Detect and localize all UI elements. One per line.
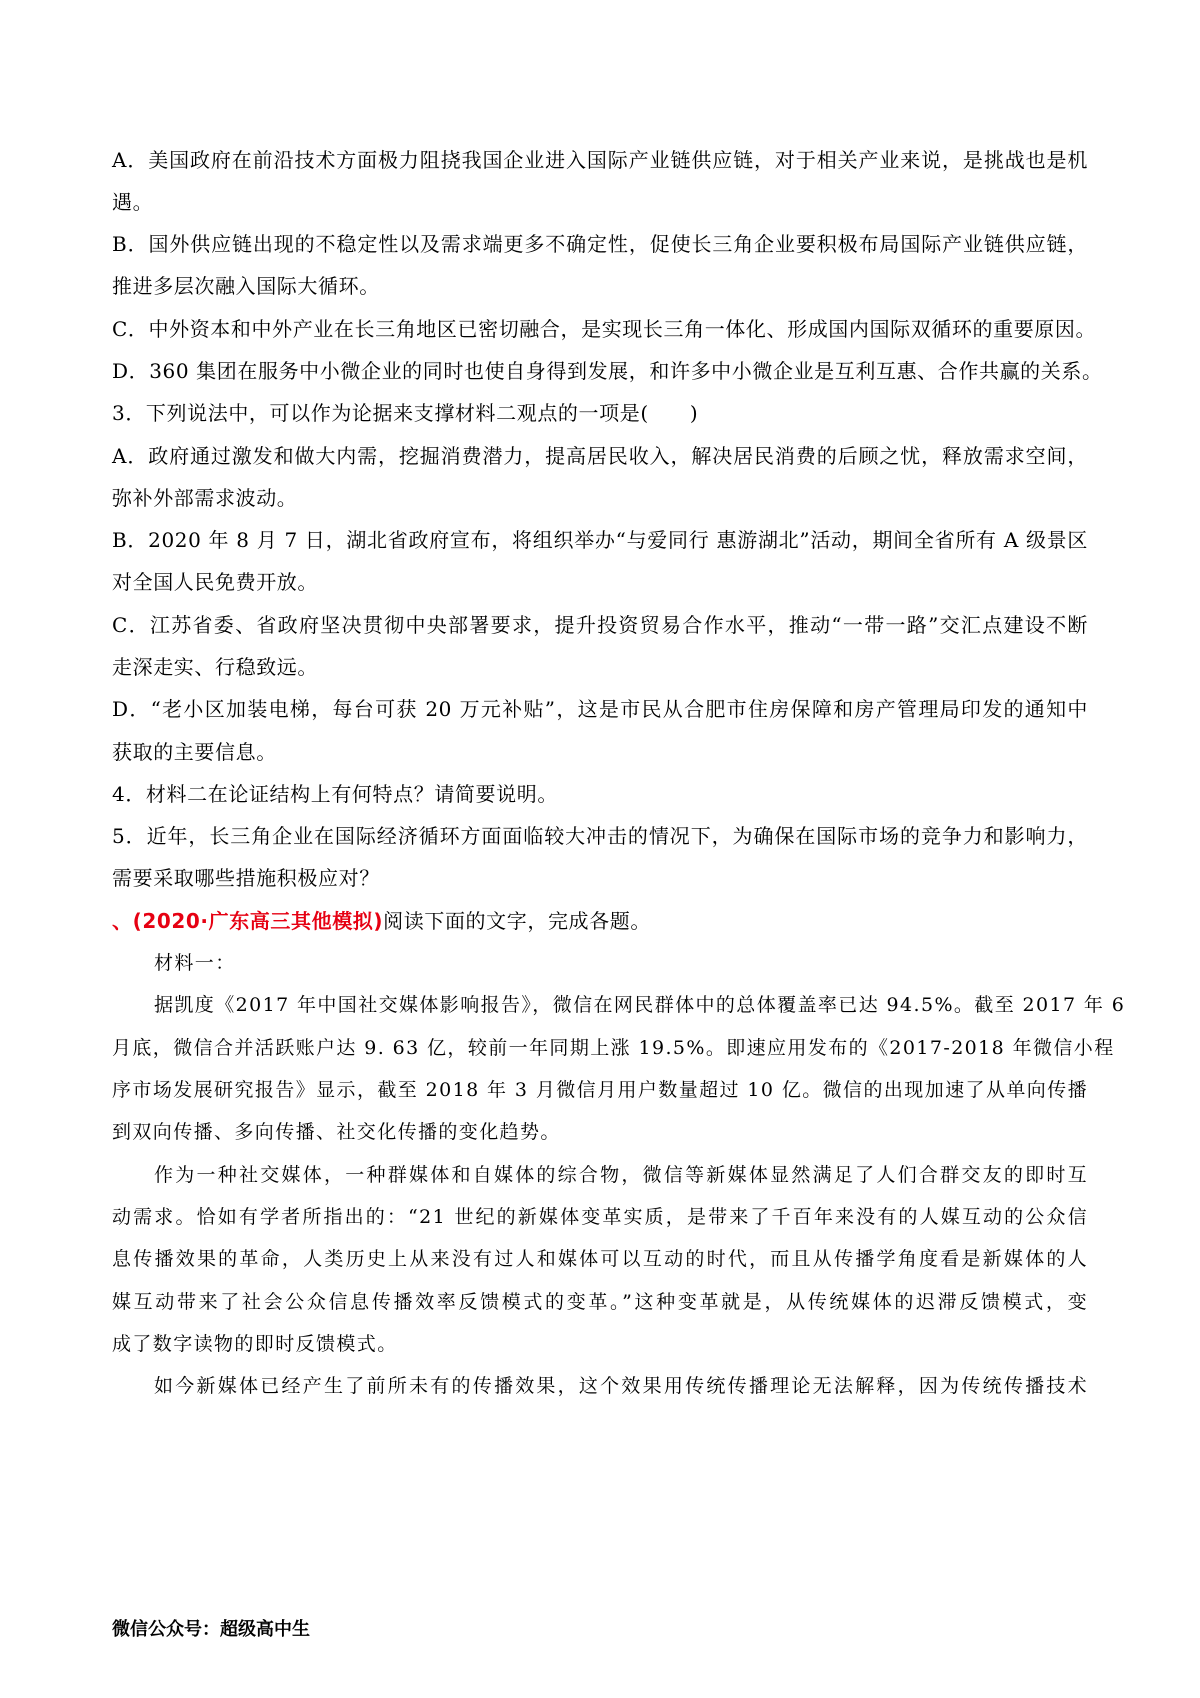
material-p2-line1: 作为一种社交媒体，一种群媒体和自媒体的综合物，微信等新媒体显然满足了人们合群交友的即时互 bbox=[154, 1164, 1088, 1186]
material-p1-line1: 据凯度《2017 年中国社交媒体影响报告》，微信在网民群体中的总体覆盖率已达 94.5%。截至 2017 年 6 bbox=[154, 994, 1126, 1016]
q5-stem-line1: 5．近年，长三角企业在国际经济循环方面面临较大冲击的情况下，为确保在国际市场的竞争力和影响力， bbox=[112, 824, 1088, 848]
q2-option-b-line2: 推进多层次融入国际大循环。 bbox=[112, 274, 380, 298]
q3-option-a-line2: 弥补外部需求波动。 bbox=[112, 486, 298, 510]
q2-option-d: D．360 集团在服务中小微企业的同时也使自身得到发展，和许多中小微企业是互利互惠、合作共赢的关系。 bbox=[112, 359, 1103, 383]
material-p3-line1: 如今新媒体已经产生了前所未有的传播效果，这个效果用传统传播理论无法解释，因为传统传播技术 bbox=[154, 1375, 1088, 1397]
q2-option-a-line2: 遇。 bbox=[112, 190, 154, 214]
q3-option-b-line1: B．2020 年 8 月 7 日，湖北省政府宣布，将组织举办“与爱同行 惠游湖北”活动，期间全省所有 A 级景区 bbox=[112, 528, 1088, 552]
q2-option-a-line1: A．美国政府在前沿技术方面极力阻挠我国企业进入国际产业链供应链，对于相关产业来说，是挑战也是机 bbox=[112, 148, 1088, 172]
q3-stem: 3．下列说法中，可以作为论据来支撑材料二观点的一项是( ) bbox=[112, 401, 699, 425]
q3-option-c-line2: 走深走实、行稳致远。 bbox=[112, 655, 318, 679]
material-p1-line3: 序市场发展研究报告》显示，截至 2018 年 3 月微信月用户数量超过 10 亿。微信的出现加速了从单向传播 bbox=[112, 1079, 1088, 1101]
q3-option-d-line2: 获取的主要信息。 bbox=[112, 740, 277, 764]
section-source-tag: 、(2020·广东高三其他模拟) bbox=[112, 909, 384, 933]
material-heading: 材料一： bbox=[154, 952, 236, 974]
q3-option-b-line2: 对全国人民免费开放。 bbox=[112, 570, 318, 594]
q3-option-d-line1: D．“老小区加装电梯，每台可获 20 万元补贴”，这是市民从合肥市住房保障和房产管理局印发的通知中 bbox=[112, 697, 1088, 721]
material-p2-line5: 成了数字读物的即时反馈模式。 bbox=[112, 1333, 398, 1355]
q3-option-a-line1: A．政府通过激发和做大内需，挖掘消费潜力，提高居民收入，解决居民消费的后顾之忧，释放需求空间， bbox=[112, 444, 1088, 468]
material-p2-line3: 息传播效果的革命，人类历史上从来没有过人和媒体可以互动的时代，而且从传播学角度看是新媒体的人 bbox=[112, 1248, 1088, 1270]
material-p2-line4: 媒互动带来了社会公众信息传播效率反馈模式的变革。”这种变革就是，从传统媒体的迟滞反馈模式，变 bbox=[112, 1291, 1088, 1313]
section-header bbox=[112, 907, 1088, 935]
q2-option-c: C．中外资本和中外产业在长三角地区已密切融合，是实现长三角一体化、形成国内国际双循环的重要原因。 bbox=[112, 317, 1097, 341]
material-p1-line2: 月底，微信合并活跃账户达 9. 63 亿，较前一年同期上涨 19.5%。即速应用发布的《2017-2018 年微信小程 bbox=[112, 1037, 1115, 1059]
section-instruction: 阅读下面的文字，完成各题。 bbox=[383, 909, 651, 933]
q2-option-b-line1: B．国外供应链出现的不稳定性以及需求端更多不确定性，促使长三角企业要积极布局国际产业链供应链， bbox=[112, 232, 1088, 256]
q4-stem: 4．材料二在论证结构上有何特点？请简要说明。 bbox=[112, 782, 558, 806]
material-p1-line4: 到双向传播、多向传播、社交化传播的变化趋势。 bbox=[112, 1121, 561, 1143]
q3-option-c-line1: C．江苏省委、省政府坚决贯彻中央部署要求，提升投资贸易合作水平，推动“一带一路”交汇点建设不断 bbox=[112, 613, 1088, 637]
document-page bbox=[112, 0, 1126, 1698]
footer-wechat-account: 微信公众号：超级高中生 bbox=[112, 1619, 310, 1640]
material-p2-line2: 动需求。恰如有学者所指出的：“21 世纪的新媒体变革实质，是带来了千百年来没有的人媒互动的公众信 bbox=[112, 1206, 1088, 1228]
q5-stem-line2: 需要采取哪些措施积极应对？ bbox=[112, 866, 380, 890]
